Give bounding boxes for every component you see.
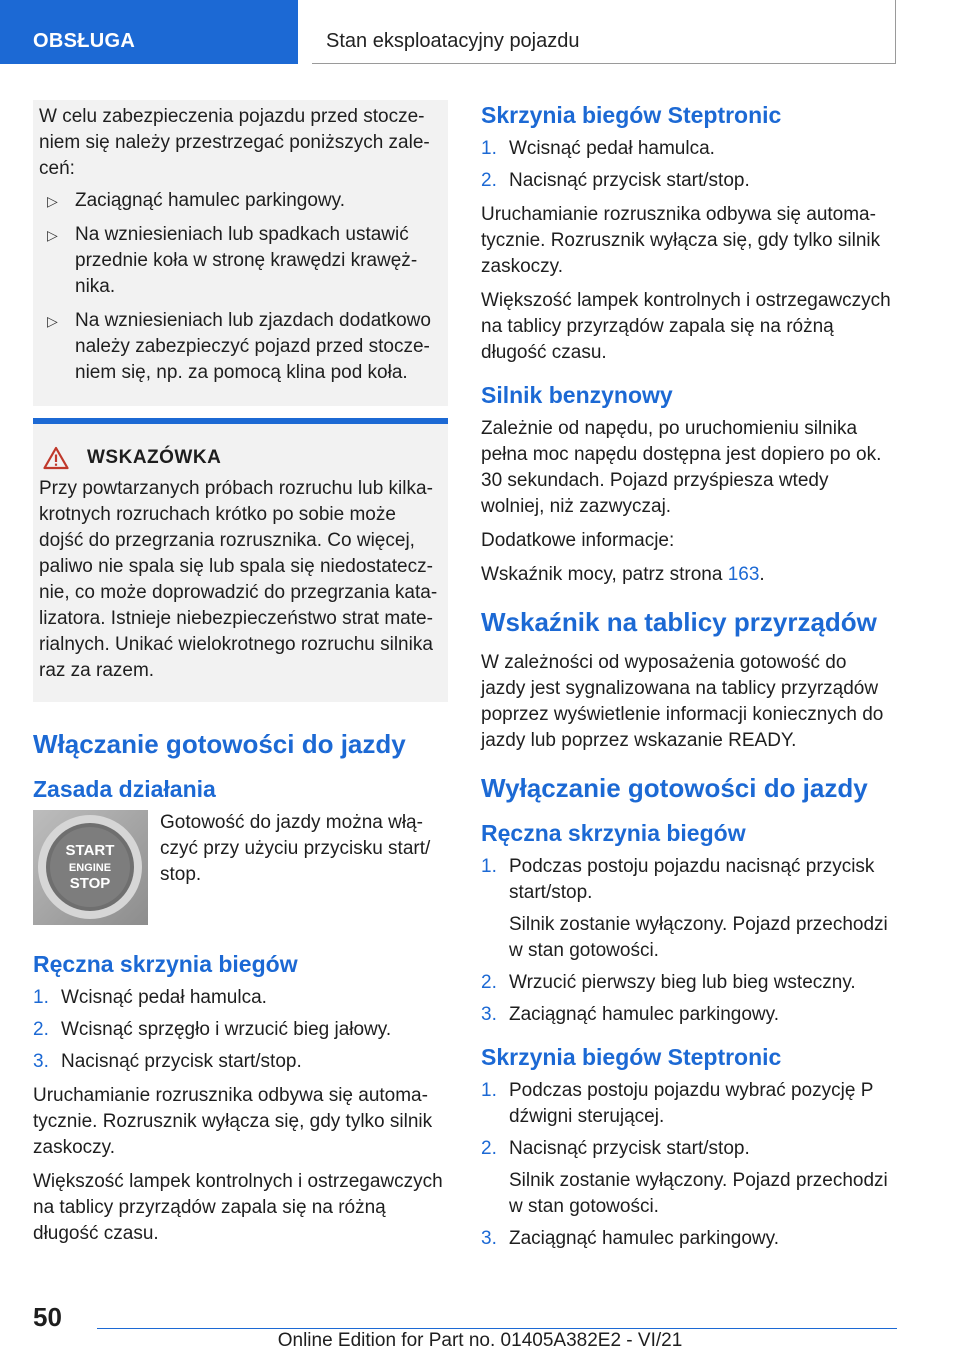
list-item: 1. Wcisnąć pedał hamulca. (33, 987, 267, 1008)
start-engine-stop-icon (33, 810, 148, 925)
parking-note-box (33, 100, 448, 406)
warning-text: Przy powtarzanych próbach rozruchu lub kilkakrotnych rozruchach krótko po sobie może dojść do przegrzania rozrusznika. Co więcej, paliwo nie spala się lub spala się niedostatecznie, co może doprowadzić do przegrzania katalizatora. Istnieje niebezpieczeństwo strat materialnych. Unikać wielokrotnego rozruchu silnika raz za razem. (39, 478, 438, 681)
warning-box (33, 418, 448, 702)
steptronic-paragraph-1: Uruchamianie rozrusznika odbywa się automatycznie. Rozrusznik wyłącza się, gdy tylko silnik zaskoczy. (481, 204, 881, 277)
chapter-header (312, 0, 896, 64)
box-list (39, 188, 442, 386)
triangle-bullet-icon: ▷ (47, 313, 58, 329)
list-item: 1. Podczas postoju pojazdu nacisnąć przycisk start/stop. Silnik zostanie wyłączony. Pojazd przechodzi w stan gotowości. (481, 856, 888, 961)
heading-drive-ready-off: Wyłączanie gotowości do jazdy (481, 773, 868, 803)
start-stop-button-image (33, 810, 148, 925)
button-text-start: START (65, 842, 115, 859)
heading-off-steptronic: Skrzynia biegów Steptronic (481, 1044, 782, 1070)
list-item: 2. Nacisnąć przycisk start/stop. (481, 170, 750, 191)
heading-instrument-cluster: Wskaźnik na tablicy przyrządów (481, 607, 877, 637)
heading-off-manual: Ręczna skrzynia biegów (481, 820, 746, 846)
petrol-paragraph-1: Zależnie od napędu, po uruchomieniu silnika pełna moc napędu dostępna jest dopiero po ok. 30 sekundach. Pojazd przyśpiesza wtedy wolniej, niż zazwyczaj. (481, 418, 882, 517)
page-reference-link[interactable]: 163 (727, 564, 760, 585)
page-number: 50 (33, 1302, 62, 1332)
list-item: 1. Podczas postoju pojazdu wybrać pozycję P dźwigni sterującej. (481, 1080, 874, 1127)
petrol-reference: Wskaźnik mocy, patrz strona 163. (481, 564, 765, 585)
petrol-paragraph-2: Dodatkowe informacje: (481, 530, 675, 551)
heading-manual-gearbox: Ręczna skrzynia biegów (33, 951, 298, 977)
right-column (481, 100, 896, 1260)
box-intro: W celu zabezpieczenia pojazdu przed stoczeniem się należy przestrzegać poniższych zaleceń: (39, 106, 430, 179)
steptronic-steps (481, 136, 896, 194)
off-manual-steps (481, 854, 896, 1028)
list-item: ▷ Na wzniesieniach lub zjazdach dodatkowo należy zabezpieczyć pojazd przed stoczeniem się, np. za pomocą klina pod koła. (47, 310, 431, 383)
warning-triangle-icon (43, 446, 69, 470)
list-item: 3. Zaciągnąć hamulec parkingowy. (481, 1228, 780, 1249)
indicator-paragraph: W zależności od wyposażenia gotowość do jazdy jest sygnalizowana na tablicy przyrządów poprzez wyświetlenie informacji koniecznych do jazdy lub poprzez wskazanie READY. (481, 652, 884, 751)
manual-steps (33, 985, 448, 1075)
left-column (33, 100, 448, 1255)
heading-steptronic: Skrzynia biegów Steptronic (481, 102, 782, 128)
principle-row (33, 810, 448, 925)
list-item: 2. Nacisnąć przycisk start/stop. Silnik zostanie wyłączony. Pojazd przechodzi w stan gotowości. (481, 1138, 888, 1217)
list-item: ▷ Zaciągnąć hamulec parkingowy. (39, 188, 442, 214)
list-item: 1. Wcisnąć pedał hamulca. (481, 138, 715, 159)
triangle-bullet-icon: ▷ (47, 227, 58, 243)
list-item: 3. Zaciągnąć hamulec parkingowy. (481, 1004, 780, 1025)
steptronic-paragraph-2: Większość lampek kontrolnych i ostrzegawczych na tablicy przyrządów zapala się na różną długość czasu. (481, 290, 891, 363)
warning-title: WSKAZÓWKA (87, 447, 222, 468)
footer-edition: Online Edition for Part no. 01405A382E2 - VI/21 (277, 1330, 683, 1351)
button-text-stop: STOP (69, 875, 111, 892)
heading-drive-ready-on: Włączanie gotowości do jazdy (33, 729, 406, 759)
warning-header (43, 446, 442, 470)
section-tab (0, 0, 298, 64)
manual-paragraph-1: Uruchamianie rozrusznika odbywa się automatycznie. Rozrusznik wyłącza się, gdy tylko silnik zaskoczy. (33, 1085, 433, 1158)
manual-paragraph-2: Większość lampek kontrolnych i ostrzegawczych na tablicy przyrządów zapala się na różną długość czasu. (33, 1171, 443, 1244)
heading-principle: Zasada działania (33, 776, 216, 802)
triangle-bullet-icon: ▷ (47, 193, 58, 209)
button-text-engine: ENGINE (68, 862, 112, 874)
list-item: 2. Wrzucić pierwszy bieg lub bieg wsteczny. (481, 972, 856, 993)
chapter-title: Stan eksploatacyjny pojazdu (326, 30, 580, 52)
off-steptronic-steps (481, 1078, 896, 1252)
principle-text: Gotowość do jazdy można włączyć przy użyciu przycisku start/ stop. (160, 812, 431, 885)
heading-petrol-engine: Silnik benzynowy (481, 382, 673, 408)
footer-divider (97, 1328, 897, 1329)
section-title: OBSŁUGA (33, 30, 136, 52)
list-item: 3. Nacisnąć przycisk start/stop. (33, 1051, 302, 1072)
list-item: 2. Wcisnąć sprzęgło i wrzucić bieg jałowy. (33, 1019, 392, 1040)
list-item: ▷ Na wzniesieniach lub spadkach ustawić przednie koła w stronę krawędzi krawężnika. (47, 224, 418, 297)
